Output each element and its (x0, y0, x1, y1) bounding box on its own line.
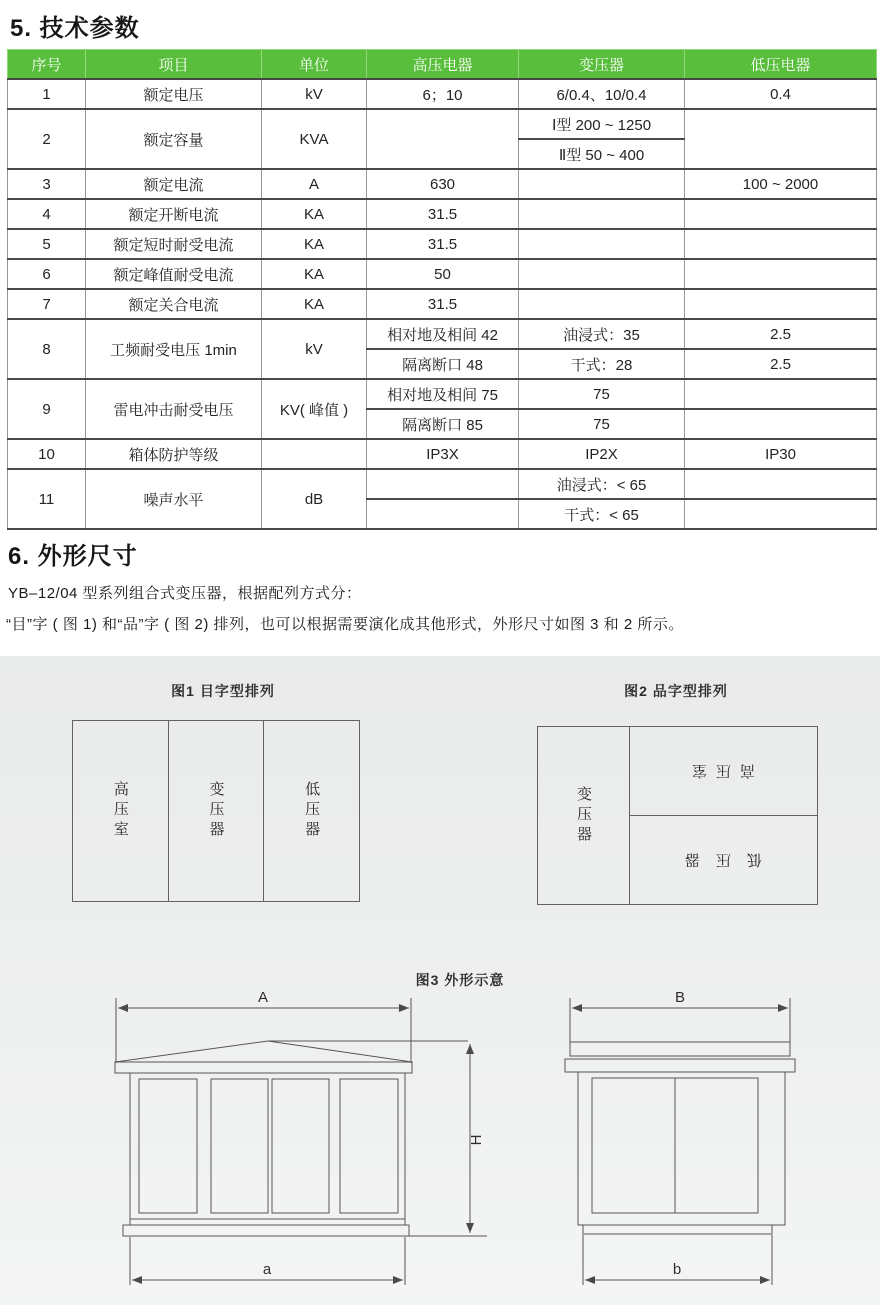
header-hv: 高压电器 (367, 50, 519, 80)
cell-lv (685, 289, 877, 319)
cell-item: 额定容量 (86, 109, 262, 169)
cell-transformer-sub1: 油浸式：< 65 (519, 469, 685, 499)
cell-no: 7 (8, 289, 86, 319)
cell-transformer-sub1: Ⅰ型 200 ~ 1250 (519, 109, 685, 139)
fig2-diagram (537, 726, 818, 905)
header-transformer: 变压器 (519, 50, 685, 80)
fig2-label-lv: 低压器 (668, 850, 762, 868)
cell-hv: IP3X (367, 439, 519, 469)
cell-hv-sub1: 相对地及相间 75 (367, 379, 519, 409)
fig1-title: 图1 目字型排列 (171, 683, 275, 699)
cell-transformer-sub1: 75 (519, 379, 685, 409)
fig3-front-view (115, 998, 487, 1285)
header-lv: 低压电器 (685, 50, 877, 80)
cell-transformer (519, 259, 685, 289)
section6-paragraph-1: YB–12/04 型系列组合式变压器，根据配列方式分： (8, 585, 362, 602)
cell-lv (685, 229, 877, 259)
fig2-label-transformer: 变压器 (575, 785, 592, 846)
cell-item: 额定开断电流 (86, 199, 262, 229)
cell-transformer: IP2X (519, 439, 685, 469)
cell-unit: A (262, 169, 367, 199)
spec-table (7, 49, 877, 530)
cell-unit: KA (262, 289, 367, 319)
cell-hv-sub1: 相对地及相间 42 (367, 319, 519, 349)
cell-no: 3 (8, 169, 86, 199)
cell-unit: KA (262, 259, 367, 289)
cell-hv-sub2: 隔离断口 48 (367, 349, 519, 379)
fig2-cell-lv (630, 816, 817, 904)
table-row (8, 439, 877, 469)
table-header-row (8, 50, 877, 80)
cell-transformer (519, 229, 685, 259)
cell-lv: 100 ~ 2000 (685, 169, 877, 199)
fig2-right-column (630, 727, 817, 904)
cell-no: 9 (8, 379, 86, 439)
fig3-dim-label-H: H (468, 1134, 485, 1146)
cell-transformer-sub2: 干式：< 65 (519, 499, 685, 529)
cell-unit: kV (262, 319, 367, 379)
cell-no: 1 (8, 79, 86, 109)
cell-unit (262, 439, 367, 469)
cell-unit: dB (262, 469, 367, 529)
table-row (8, 229, 877, 259)
header-no: 序号 (8, 50, 86, 80)
cell-lv-sub1 (685, 469, 877, 499)
cell-transformer-sub1: 油浸式：35 (519, 319, 685, 349)
cell-item: 噪声水平 (86, 469, 262, 529)
cell-lv-sub2 (685, 409, 877, 439)
cell-no: 5 (8, 229, 86, 259)
fig2-title: 图2 品字型排列 (624, 683, 728, 699)
fig1-diagram (72, 720, 360, 902)
fig1-label-hv-room: 高压室 (111, 781, 129, 841)
cell-no: 6 (8, 259, 86, 289)
section5-title: 5. 技术参数 (10, 15, 140, 42)
fig3-side-view (565, 998, 795, 1285)
table-row (8, 109, 877, 139)
table-row (8, 469, 877, 499)
cell-no: 2 (8, 109, 86, 169)
table-row (8, 319, 877, 349)
cell-hv: 31.5 (367, 229, 519, 259)
cell-hv-sub2: 隔离断口 85 (367, 409, 519, 439)
header-unit: 单位 (262, 50, 367, 80)
cell-lv-sub1 (685, 379, 877, 409)
fig3-dim-label-b: b (672, 1261, 682, 1278)
cell-hv: 6；10 (367, 79, 519, 109)
fig2-cell-transformer (538, 727, 630, 904)
cell-transformer (519, 289, 685, 319)
cell-transformer-sub2: 干式：28 (519, 349, 685, 379)
cell-lv-sub2 (685, 499, 877, 529)
cell-no: 10 (8, 439, 86, 469)
cell-item: 额定电流 (86, 169, 262, 199)
cell-hv-sub2 (367, 499, 519, 529)
cell-transformer (519, 199, 685, 229)
fig3-title: 图3 外形示意 (415, 972, 505, 988)
cell-item: 工频耐受电压 1min (86, 319, 262, 379)
cell-item: 额定电压 (86, 79, 262, 109)
cell-item: 雷电冲击耐受电压 (86, 379, 262, 439)
cell-lv-sub1: 2.5 (685, 319, 877, 349)
fig3-outline-drawing (0, 985, 880, 1305)
fig1-cell-hv-room (73, 721, 168, 901)
cell-item: 额定短时耐受电流 (86, 229, 262, 259)
cell-lv (685, 109, 877, 169)
cell-transformer-sub2: 75 (519, 409, 685, 439)
cell-unit: KA (262, 229, 367, 259)
cell-transformer (519, 169, 685, 199)
cell-hv: 50 (367, 259, 519, 289)
fig1-label-transformer: 变压器 (207, 781, 225, 841)
cell-hv: 31.5 (367, 289, 519, 319)
table-row (8, 379, 877, 409)
cell-item: 额定关合电流 (86, 289, 262, 319)
cell-unit: KA (262, 199, 367, 229)
table-row (8, 79, 877, 109)
fig3-dim-label-A: A (257, 989, 269, 1006)
fig1-label-lv: 低压器 (303, 781, 321, 841)
cell-hv-sub1 (367, 469, 519, 499)
table-row (8, 199, 877, 229)
cell-hv: 31.5 (367, 199, 519, 229)
cell-transformer: 6/0.4、10/0.4 (519, 79, 685, 109)
cell-lv: 0.4 (685, 79, 877, 109)
cell-item: 额定峰值耐受电流 (86, 259, 262, 289)
cell-lv: IP30 (685, 439, 877, 469)
header-item: 项目 (86, 50, 262, 80)
section6-paragraph-2: “目”字 ( 图 1) 和“品”字 ( 图 2) 排列，也可以根据需要演化成其他形式，外形尺寸如图 3 和 2 所示。 (6, 616, 684, 633)
fig3-dim-label-a: a (262, 1261, 272, 1278)
fig1-cell-transformer (168, 721, 264, 901)
table-row (8, 259, 877, 289)
figures-panel (0, 656, 880, 1305)
fig1-cell-lv (263, 721, 359, 901)
table-row (8, 289, 877, 319)
fig2-label-hv-room: 高压室 (682, 761, 755, 779)
cell-item: 箱体防护等级 (86, 439, 262, 469)
table-row (8, 169, 877, 199)
fig2-cell-hv-room (630, 727, 817, 816)
cell-no: 8 (8, 319, 86, 379)
cell-no: 11 (8, 469, 86, 529)
cell-unit: KV( 峰值 ) (262, 379, 367, 439)
cell-hv: 630 (367, 169, 519, 199)
fig3-dim-label-B: B (674, 989, 686, 1006)
cell-transformer-sub2: Ⅱ型 50 ~ 400 (519, 139, 685, 169)
section6-title: 6. 外形尺寸 (8, 543, 138, 570)
cell-no: 4 (8, 199, 86, 229)
cell-lv (685, 259, 877, 289)
cell-unit: KVA (262, 109, 367, 169)
cell-lv-sub2: 2.5 (685, 349, 877, 379)
cell-unit: kV (262, 79, 367, 109)
cell-hv (367, 109, 519, 169)
cell-lv (685, 199, 877, 229)
